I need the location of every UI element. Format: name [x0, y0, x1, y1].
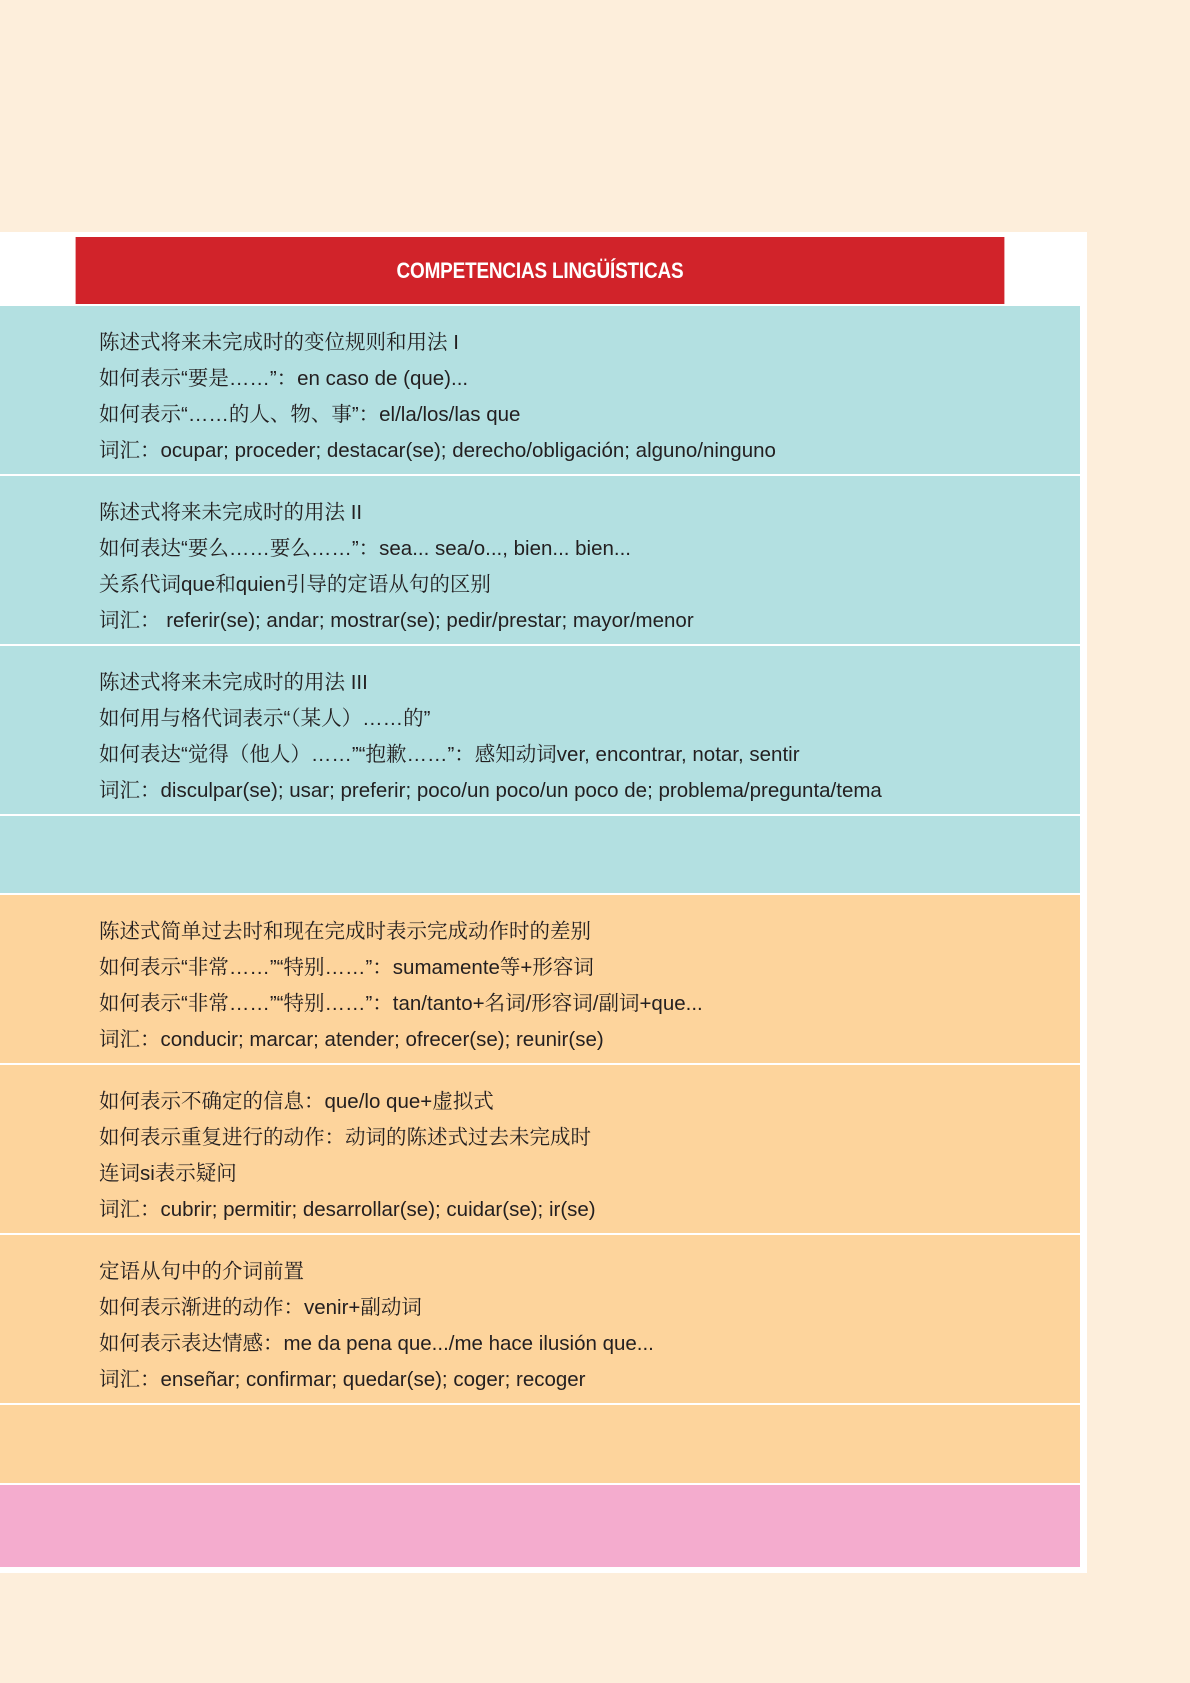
unit-line: 如何表示表达情感：me da pena que.../me hace ilusión que...: [99, 1332, 654, 1355]
unit-line: 词汇：enseñar; confirmar; quedar(se); coger; recoger: [99, 1368, 586, 1391]
empty-row-teal: [0, 816, 1080, 893]
unit-line: 如何表示“要是……”：en caso de (que)...: [99, 367, 469, 390]
unit-line: 陈述式将来未完成时的用法 II: [99, 501, 363, 524]
unit-line: 如何表示“……的人、物、事”：el/la/los/las que: [99, 403, 521, 426]
unit-row-4: [0, 895, 1080, 1063]
unit-line: 陈述式简单过去时和现在完成时表示完成动作时的差别: [99, 920, 591, 943]
unit-line: 词汇：cubrir; permitir; desarrollar(se); cuidar(se); ir(se): [99, 1198, 596, 1221]
unit-line: 词汇： referir(se); andar; mostrar(se); pedir/prestar; mayor/menor: [99, 609, 694, 632]
unit-line: 如何用与格代词表示“（某人）……的”: [99, 707, 431, 730]
unit-line: 如何表达“要么……要么……”：sea... sea/o..., bien... bien...: [99, 537, 631, 560]
unit-line: 定语从句中的介词前置: [99, 1260, 304, 1283]
unit-row-2: [0, 476, 1080, 644]
table-header-title: COMPETENCIAS LINGÜÍSTICAS: [396, 257, 684, 283]
unit-line: 如何表示重复进行的动作：动词的陈述式过去未完成时: [99, 1126, 591, 1149]
unit-line: 词汇：ocupar; proceder; destacar(se); derecho/obligación; alguno/ninguno: [99, 439, 776, 462]
unit-line: 陈述式将来未完成时的变位规则和用法 I: [99, 331, 459, 354]
unit-line: 如何表示“非常……”“特别……”：sumamente等+形容词: [99, 956, 594, 979]
unit-line: 词汇：disculpar(se); usar; preferir; poco/un poco/un poco de; problema/pregunta/tema: [99, 779, 882, 802]
unit-row-1: [0, 306, 1080, 474]
unit-line: 如何表示不确定的信息：que/lo que+虚拟式: [99, 1090, 494, 1113]
unit-line: 连词si表示疑问: [99, 1162, 237, 1185]
unit-line: 陈述式将来未完成时的用法 III: [99, 671, 368, 694]
unit-line: 词汇：conducir; marcar; atender; ofrecer(se); reunir(se): [99, 1028, 604, 1051]
empty-row-orange: [0, 1405, 1080, 1483]
unit-line: 如何表达“觉得（他人）……”“抱歉……”：感知动词ver, encontrar, notar, sentir: [99, 743, 800, 766]
table-header: [76, 237, 1005, 304]
unit-row-6: [0, 1235, 1080, 1403]
unit-line: 如何表示渐进的动作：venir+副动词: [99, 1296, 422, 1319]
unit-row-5: [0, 1065, 1080, 1233]
unit-line: 如何表示“非常……”“特别……”：tan/tanto+名词/形容词/副词+que...: [99, 992, 703, 1015]
unit-line: 关系代词que和quien引导的定语从句的区别: [99, 573, 491, 596]
empty-row-pink: [0, 1485, 1080, 1567]
unit-row-3: [0, 646, 1080, 814]
